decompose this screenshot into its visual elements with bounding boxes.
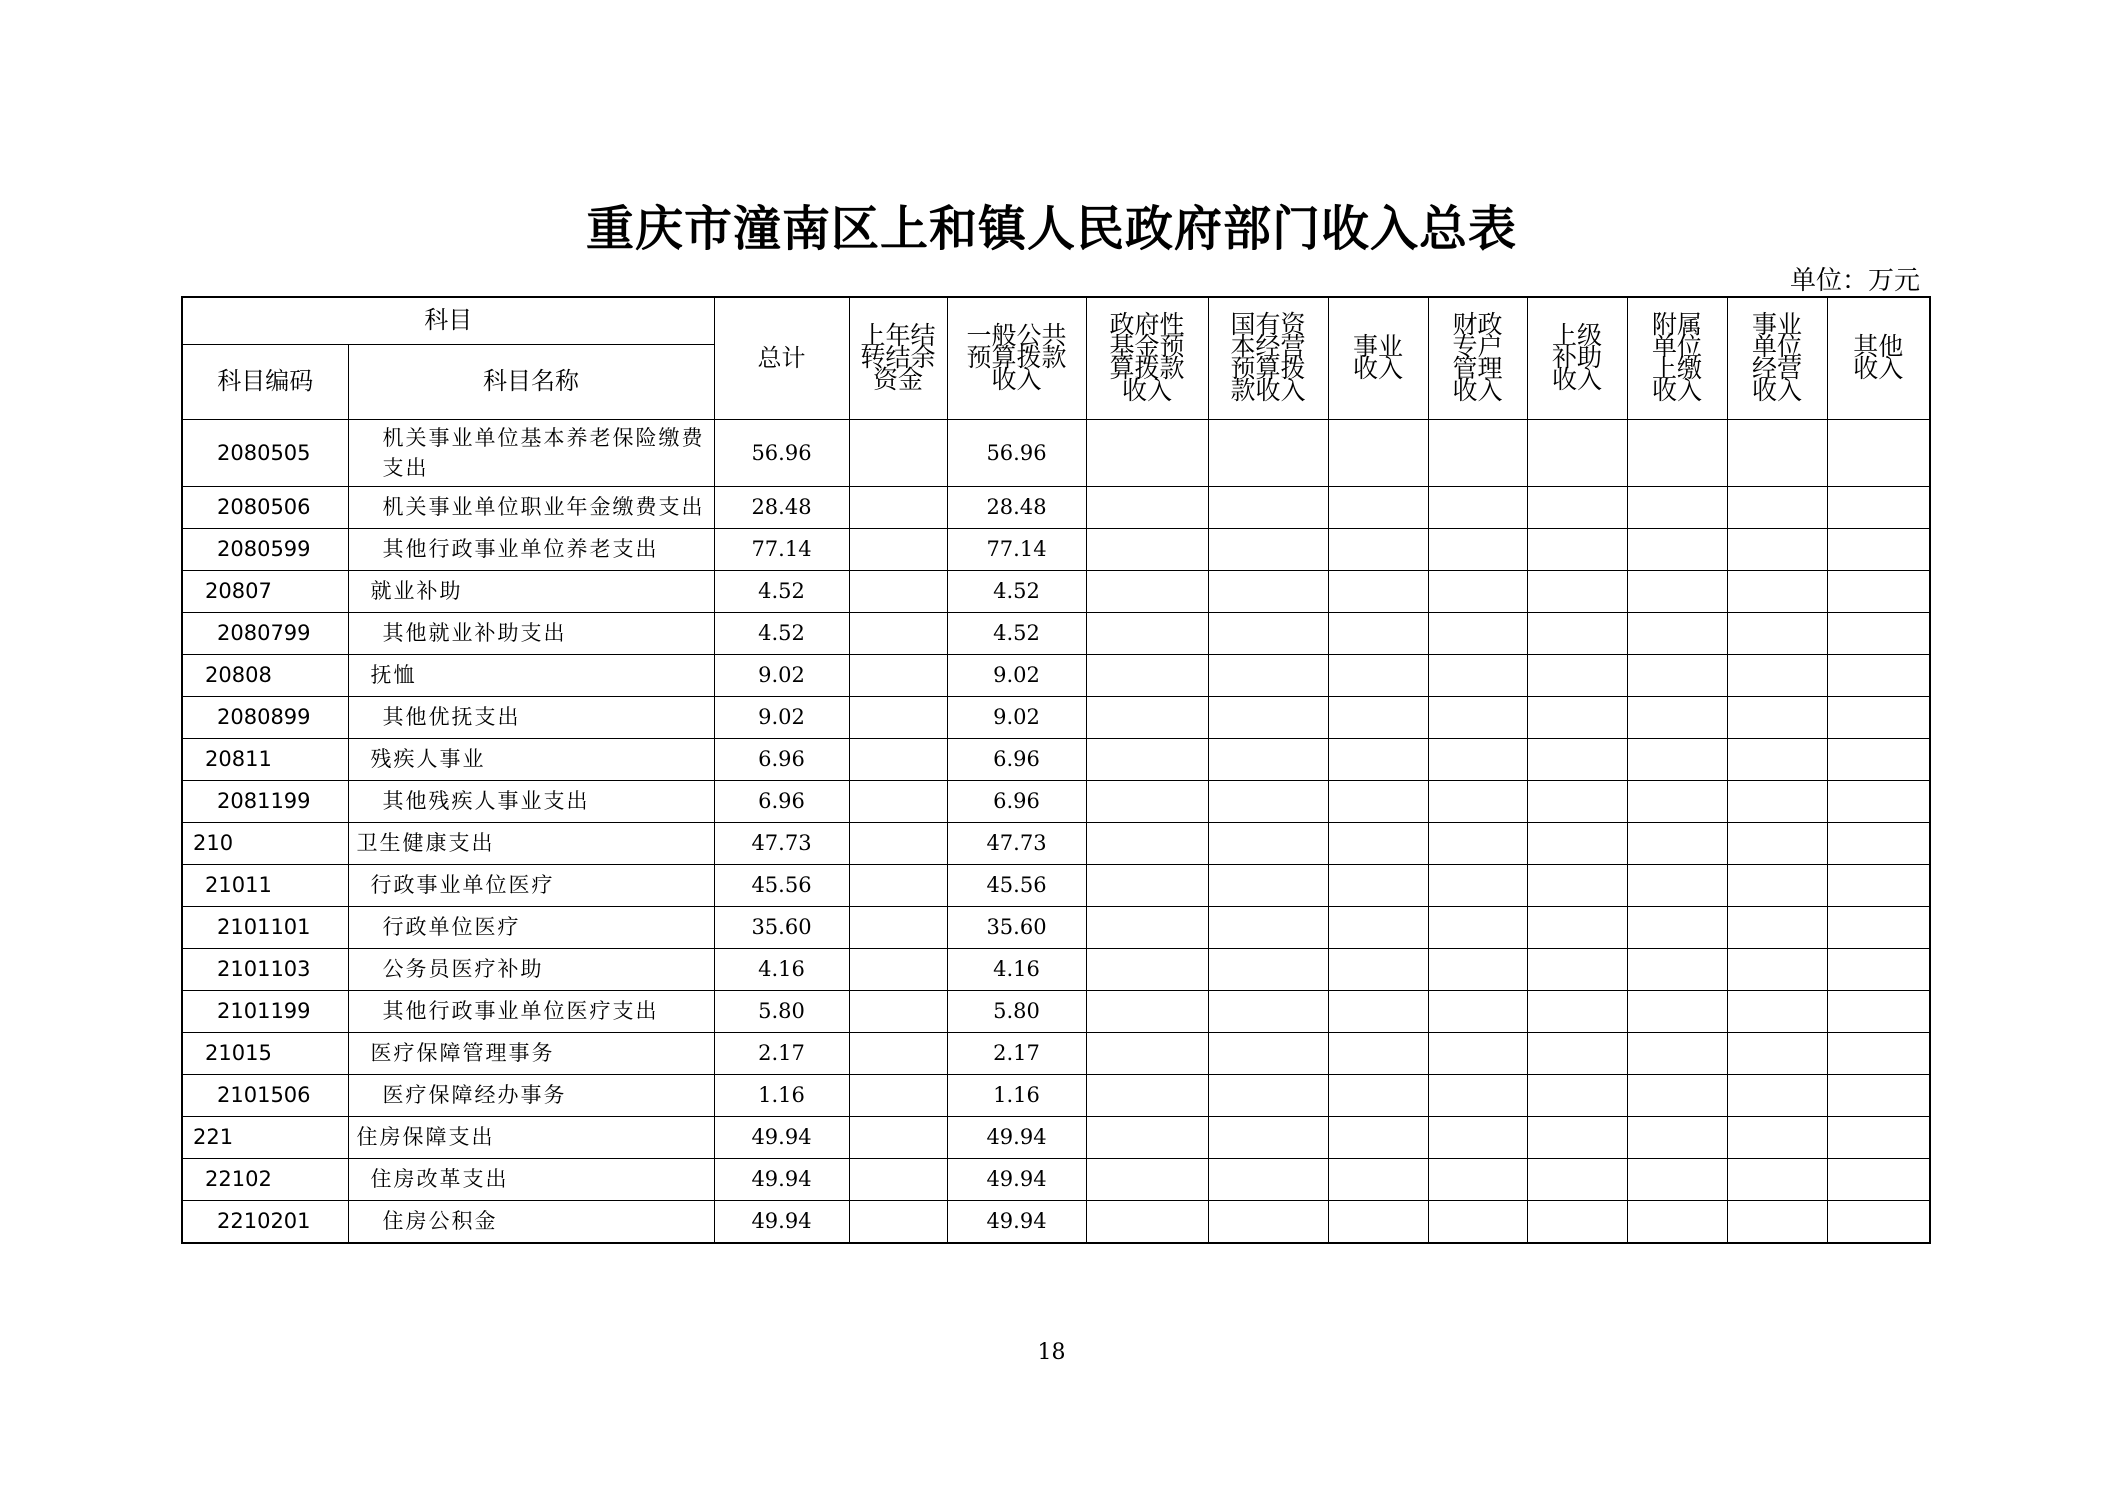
amount-cell-prev xyxy=(849,906,947,948)
amount-cell-business xyxy=(1328,612,1428,654)
header-affiliated-text: 附属单位上缴收入 xyxy=(1652,310,1703,406)
amount-cell-general: 9.02 xyxy=(947,696,1086,738)
amount-cell-gov-fund xyxy=(1086,780,1208,822)
amount-cell-affiliated xyxy=(1627,486,1727,528)
amount-cell-superior xyxy=(1527,612,1627,654)
subject-code-cell: 2081199 xyxy=(182,780,348,822)
amount-cell-state-cap xyxy=(1208,654,1328,696)
amount-cell-business xyxy=(1328,528,1428,570)
subject-name-cell: 就业补助 xyxy=(348,570,714,612)
amount-cell-state-cap xyxy=(1208,990,1328,1032)
amount-cell-gov-fund xyxy=(1086,1032,1208,1074)
header-business xyxy=(1328,297,1428,419)
amount-cell-superior xyxy=(1527,1116,1627,1158)
amount-cell-operating xyxy=(1727,864,1827,906)
amount-cell-other xyxy=(1827,738,1930,780)
table-row xyxy=(182,1200,1930,1243)
amount-cell-special xyxy=(1428,780,1527,822)
subject-code-cell: 2101199 xyxy=(182,990,348,1032)
subject-code-cell: 2101103 xyxy=(182,948,348,990)
amount-cell-state-cap xyxy=(1208,1074,1328,1116)
amount-cell-affiliated xyxy=(1627,570,1727,612)
amount-cell-state-cap xyxy=(1208,1158,1328,1200)
amount-cell-total: 6.96 xyxy=(714,780,849,822)
amount-cell-affiliated xyxy=(1627,1200,1727,1243)
subject-code-cell: 221 xyxy=(182,1116,348,1158)
subject-name-cell: 其他残疾人事业支出 xyxy=(348,780,714,822)
amount-cell-total: 45.56 xyxy=(714,864,849,906)
amount-cell-business xyxy=(1328,1116,1428,1158)
table-row xyxy=(182,864,1930,906)
subject-name-cell: 行政单位医疗 xyxy=(348,906,714,948)
subject-code-cell: 2080506 xyxy=(182,486,348,528)
amount-cell-other xyxy=(1827,1074,1930,1116)
amount-cell-special xyxy=(1428,1158,1527,1200)
amount-cell-general: 49.94 xyxy=(947,1116,1086,1158)
amount-cell-prev xyxy=(849,419,947,486)
amount-cell-gov-fund xyxy=(1086,990,1208,1032)
amount-cell-other xyxy=(1827,612,1930,654)
amount-cell-operating xyxy=(1727,1200,1827,1243)
table-row xyxy=(182,419,1930,486)
amount-cell-operating xyxy=(1727,696,1827,738)
amount-cell-business xyxy=(1328,738,1428,780)
subject-code-cell: 2080505 xyxy=(182,419,348,486)
header-business-text: 事业收入 xyxy=(1353,332,1404,384)
amount-cell-prev xyxy=(849,990,947,1032)
subject-code-cell: 2080899 xyxy=(182,696,348,738)
amount-cell-total: 9.02 xyxy=(714,654,849,696)
amount-cell-prev xyxy=(849,612,947,654)
header-superior-subsidy-text: 上级补助收入 xyxy=(1552,321,1603,395)
amount-cell-affiliated xyxy=(1627,528,1727,570)
amount-cell-affiliated xyxy=(1627,738,1727,780)
amount-cell-business xyxy=(1328,1200,1428,1243)
amount-cell-special xyxy=(1428,528,1527,570)
amount-cell-operating xyxy=(1727,419,1827,486)
amount-cell-total: 2.17 xyxy=(714,1032,849,1074)
amount-cell-state-cap xyxy=(1208,486,1328,528)
amount-cell-business xyxy=(1328,1032,1428,1074)
amount-cell-state-cap xyxy=(1208,696,1328,738)
subject-name-cell: 住房公积金 xyxy=(348,1200,714,1243)
amount-cell-other xyxy=(1827,1158,1930,1200)
amount-cell-total: 49.94 xyxy=(714,1116,849,1158)
amount-cell-special xyxy=(1428,864,1527,906)
amount-cell-business xyxy=(1328,1158,1428,1200)
amount-cell-other xyxy=(1827,654,1930,696)
amount-cell-business xyxy=(1328,822,1428,864)
amount-cell-business xyxy=(1328,696,1428,738)
amount-cell-business xyxy=(1328,486,1428,528)
header-subject-group: 科目 xyxy=(182,297,714,344)
subject-name-cell: 行政事业单位医疗 xyxy=(348,864,714,906)
amount-cell-superior xyxy=(1527,528,1627,570)
amount-cell-general: 49.94 xyxy=(947,1158,1086,1200)
amount-cell-special xyxy=(1428,906,1527,948)
amount-cell-business xyxy=(1328,906,1428,948)
amount-cell-other xyxy=(1827,990,1930,1032)
table-row xyxy=(182,654,1930,696)
amount-cell-other xyxy=(1827,1116,1930,1158)
table-row xyxy=(182,948,1930,990)
amount-cell-other xyxy=(1827,822,1930,864)
amount-cell-special xyxy=(1428,1074,1527,1116)
amount-cell-affiliated xyxy=(1627,1074,1727,1116)
amount-cell-state-cap xyxy=(1208,570,1328,612)
amount-cell-prev xyxy=(849,822,947,864)
amount-cell-prev xyxy=(849,1158,947,1200)
amount-cell-total: 9.02 xyxy=(714,696,849,738)
amount-cell-other xyxy=(1827,906,1930,948)
amount-cell-special xyxy=(1428,1200,1527,1243)
amount-cell-other xyxy=(1827,864,1930,906)
amount-cell-operating xyxy=(1727,1158,1827,1200)
amount-cell-total: 6.96 xyxy=(714,738,849,780)
amount-cell-total: 4.52 xyxy=(714,570,849,612)
amount-cell-gov-fund xyxy=(1086,1200,1208,1243)
amount-cell-state-cap xyxy=(1208,738,1328,780)
amount-cell-state-cap xyxy=(1208,612,1328,654)
table-row xyxy=(182,570,1930,612)
income-summary-table xyxy=(181,296,1931,1244)
amount-cell-general: 49.94 xyxy=(947,1200,1086,1243)
subject-name-cell: 医疗保障管理事务 xyxy=(348,1032,714,1074)
subject-name-cell: 其他行政事业单位养老支出 xyxy=(348,528,714,570)
amount-cell-special xyxy=(1428,696,1527,738)
amount-cell-affiliated xyxy=(1627,780,1727,822)
amount-cell-gov-fund xyxy=(1086,612,1208,654)
amount-cell-affiliated xyxy=(1627,654,1727,696)
amount-cell-prev xyxy=(849,780,947,822)
amount-cell-superior xyxy=(1527,906,1627,948)
amount-cell-business xyxy=(1328,570,1428,612)
amount-cell-special xyxy=(1428,570,1527,612)
subject-code-cell: 2101506 xyxy=(182,1074,348,1116)
amount-cell-superior xyxy=(1527,1074,1627,1116)
amount-cell-other xyxy=(1827,1200,1930,1243)
amount-cell-superior xyxy=(1527,1158,1627,1200)
subject-name-cell: 机关事业单位职业年金缴费支出 xyxy=(348,486,714,528)
amount-cell-special xyxy=(1428,822,1527,864)
subject-name-cell: 公务员医疗补助 xyxy=(348,948,714,990)
subject-name-cell: 医疗保障经办事务 xyxy=(348,1074,714,1116)
amount-cell-gov-fund xyxy=(1086,1116,1208,1158)
subject-code-cell: 21011 xyxy=(182,864,348,906)
header-state-capital xyxy=(1208,297,1328,419)
amount-cell-gov-fund xyxy=(1086,906,1208,948)
subject-name-cell: 残疾人事业 xyxy=(348,738,714,780)
subject-name-cell: 其他优抚支出 xyxy=(348,696,714,738)
table-row xyxy=(182,612,1930,654)
header-prev-year xyxy=(849,297,947,419)
table-row xyxy=(182,1158,1930,1200)
amount-cell-superior xyxy=(1527,990,1627,1032)
amount-cell-general: 4.16 xyxy=(947,948,1086,990)
amount-cell-general: 56.96 xyxy=(947,419,1086,486)
amount-cell-general: 6.96 xyxy=(947,738,1086,780)
amount-cell-prev xyxy=(849,1032,947,1074)
subject-name-cell: 机关事业单位基本养老保险缴费支出 xyxy=(348,419,714,486)
amount-cell-prev xyxy=(849,696,947,738)
amount-cell-superior xyxy=(1527,822,1627,864)
amount-cell-prev xyxy=(849,864,947,906)
amount-cell-state-cap xyxy=(1208,822,1328,864)
table-row xyxy=(182,696,1930,738)
amount-cell-operating xyxy=(1727,612,1827,654)
amount-cell-special xyxy=(1428,419,1527,486)
amount-cell-total: 77.14 xyxy=(714,528,849,570)
page-number: 18 xyxy=(1037,1340,1066,1365)
amount-cell-general: 45.56 xyxy=(947,864,1086,906)
table-row xyxy=(182,486,1930,528)
amount-cell-prev xyxy=(849,1074,947,1116)
amount-cell-state-cap xyxy=(1208,906,1328,948)
amount-cell-total: 35.60 xyxy=(714,906,849,948)
header-code: 科目编码 xyxy=(182,344,348,419)
amount-cell-state-cap xyxy=(1208,419,1328,486)
amount-cell-gov-fund xyxy=(1086,486,1208,528)
amount-cell-gov-fund xyxy=(1086,948,1208,990)
table-row xyxy=(182,528,1930,570)
amount-cell-state-cap xyxy=(1208,780,1328,822)
amount-cell-general: 1.16 xyxy=(947,1074,1086,1116)
amount-cell-total: 49.94 xyxy=(714,1158,849,1200)
amount-cell-gov-fund xyxy=(1086,696,1208,738)
amount-cell-business xyxy=(1328,419,1428,486)
amount-cell-business xyxy=(1328,864,1428,906)
header-name: 科目名称 xyxy=(348,344,714,419)
amount-cell-gov-fund xyxy=(1086,738,1208,780)
amount-cell-superior xyxy=(1527,570,1627,612)
subject-code-cell: 21015 xyxy=(182,1032,348,1074)
amount-cell-general: 28.48 xyxy=(947,486,1086,528)
header-general-budget-text: 一般公共预算拨款收入 xyxy=(966,321,1067,395)
amount-cell-operating xyxy=(1727,738,1827,780)
header-affiliated xyxy=(1627,297,1727,419)
table-row xyxy=(182,822,1930,864)
amount-cell-state-cap xyxy=(1208,1116,1328,1158)
header-special-account xyxy=(1428,297,1527,419)
amount-cell-superior xyxy=(1527,864,1627,906)
amount-cell-general: 2.17 xyxy=(947,1032,1086,1074)
header-operating xyxy=(1727,297,1827,419)
amount-cell-state-cap xyxy=(1208,1032,1328,1074)
amount-cell-gov-fund xyxy=(1086,822,1208,864)
amount-cell-superior xyxy=(1527,738,1627,780)
amount-cell-operating xyxy=(1727,990,1827,1032)
table-row xyxy=(182,780,1930,822)
amount-cell-superior xyxy=(1527,1032,1627,1074)
amount-cell-affiliated xyxy=(1627,419,1727,486)
amount-cell-prev xyxy=(849,1116,947,1158)
amount-cell-superior xyxy=(1527,486,1627,528)
amount-cell-affiliated xyxy=(1627,696,1727,738)
amount-cell-general: 4.52 xyxy=(947,612,1086,654)
amount-cell-state-cap xyxy=(1208,1200,1328,1243)
subject-code-cell: 2080599 xyxy=(182,528,348,570)
amount-cell-general: 77.14 xyxy=(947,528,1086,570)
table-row xyxy=(182,1032,1930,1074)
amount-cell-gov-fund xyxy=(1086,1074,1208,1116)
header-general-budget xyxy=(947,297,1086,419)
table-row xyxy=(182,990,1930,1032)
header-operating-text: 事业单位经营收入 xyxy=(1752,310,1803,406)
amount-cell-total: 5.80 xyxy=(714,990,849,1032)
amount-cell-gov-fund xyxy=(1086,1158,1208,1200)
amount-cell-gov-fund xyxy=(1086,570,1208,612)
subject-code-cell: 2210201 xyxy=(182,1200,348,1243)
header-total: 总计 xyxy=(714,297,849,419)
amount-cell-business xyxy=(1328,654,1428,696)
table-row xyxy=(182,906,1930,948)
amount-cell-special xyxy=(1428,948,1527,990)
amount-cell-affiliated xyxy=(1627,822,1727,864)
amount-cell-operating xyxy=(1727,822,1827,864)
amount-cell-other xyxy=(1827,528,1930,570)
header-special-account-text: 财政专户管理收入 xyxy=(1452,310,1503,406)
table-row xyxy=(182,1116,1930,1158)
amount-cell-operating xyxy=(1727,780,1827,822)
table-row xyxy=(182,738,1930,780)
amount-cell-total: 47.73 xyxy=(714,822,849,864)
amount-cell-general: 6.96 xyxy=(947,780,1086,822)
amount-cell-operating xyxy=(1727,528,1827,570)
header-gov-fund xyxy=(1086,297,1208,419)
subject-name-cell: 住房改革支出 xyxy=(348,1158,714,1200)
amount-cell-general: 35.60 xyxy=(947,906,1086,948)
header-other-text: 其他收入 xyxy=(1853,332,1904,384)
subject-code-cell: 20808 xyxy=(182,654,348,696)
header-other xyxy=(1827,297,1930,419)
amount-cell-affiliated xyxy=(1627,864,1727,906)
amount-cell-special xyxy=(1428,486,1527,528)
amount-cell-general: 4.52 xyxy=(947,570,1086,612)
amount-cell-gov-fund xyxy=(1086,864,1208,906)
amount-cell-operating xyxy=(1727,948,1827,990)
amount-cell-total: 4.16 xyxy=(714,948,849,990)
amount-cell-superior xyxy=(1527,696,1627,738)
amount-cell-operating xyxy=(1727,1074,1827,1116)
amount-cell-business xyxy=(1328,990,1428,1032)
amount-cell-total: 4.52 xyxy=(714,612,849,654)
amount-cell-special xyxy=(1428,612,1527,654)
amount-cell-affiliated xyxy=(1627,1116,1727,1158)
amount-cell-prev xyxy=(849,570,947,612)
amount-cell-general: 9.02 xyxy=(947,654,1086,696)
amount-cell-prev xyxy=(849,486,947,528)
subject-name-cell: 其他行政事业单位医疗支出 xyxy=(348,990,714,1032)
subject-code-cell: 2080799 xyxy=(182,612,348,654)
subject-name-cell: 住房保障支出 xyxy=(348,1116,714,1158)
amount-cell-total: 49.94 xyxy=(714,1200,849,1243)
amount-cell-general: 5.80 xyxy=(947,990,1086,1032)
subject-code-cell: 20811 xyxy=(182,738,348,780)
header-prev-year-text: 上年结转结余资金 xyxy=(860,321,936,395)
amount-cell-state-cap xyxy=(1208,948,1328,990)
amount-cell-general: 47.73 xyxy=(947,822,1086,864)
amount-cell-special xyxy=(1428,1116,1527,1158)
amount-cell-superior xyxy=(1527,1200,1627,1243)
amount-cell-superior xyxy=(1527,948,1627,990)
amount-cell-state-cap xyxy=(1208,864,1328,906)
amount-cell-gov-fund xyxy=(1086,654,1208,696)
amount-cell-other xyxy=(1827,1032,1930,1074)
amount-cell-affiliated xyxy=(1627,612,1727,654)
amount-cell-special xyxy=(1428,1032,1527,1074)
amount-cell-gov-fund xyxy=(1086,419,1208,486)
amount-cell-superior xyxy=(1527,780,1627,822)
amount-cell-business xyxy=(1328,1074,1428,1116)
subject-code-cell: 22102 xyxy=(182,1158,348,1200)
amount-cell-prev xyxy=(849,528,947,570)
amount-cell-total: 56.96 xyxy=(714,419,849,486)
amount-cell-other xyxy=(1827,696,1930,738)
amount-cell-total: 1.16 xyxy=(714,1074,849,1116)
amount-cell-gov-fund xyxy=(1086,528,1208,570)
amount-cell-superior xyxy=(1527,419,1627,486)
amount-cell-prev xyxy=(849,1200,947,1243)
amount-cell-affiliated xyxy=(1627,948,1727,990)
subject-name-cell: 卫生健康支出 xyxy=(348,822,714,864)
amount-cell-business xyxy=(1328,948,1428,990)
amount-cell-operating xyxy=(1727,1116,1827,1158)
amount-cell-affiliated xyxy=(1627,1158,1727,1200)
page-title: 重庆市潼南区上和镇人民政府部门收入总表 xyxy=(585,201,1517,257)
subject-name-cell: 抚恤 xyxy=(348,654,714,696)
amount-cell-other xyxy=(1827,419,1930,486)
amount-cell-special xyxy=(1428,738,1527,780)
amount-cell-special xyxy=(1428,990,1527,1032)
amount-cell-operating xyxy=(1727,486,1827,528)
amount-cell-other xyxy=(1827,486,1930,528)
subject-code-cell: 210 xyxy=(182,822,348,864)
amount-cell-affiliated xyxy=(1627,906,1727,948)
amount-cell-operating xyxy=(1727,570,1827,612)
header-state-capital-text: 国有资本经营预算拨款收入 xyxy=(1230,310,1306,406)
header-gov-fund-text: 政府性基金预算拨款收入 xyxy=(1109,310,1185,406)
unit-label: 单位：万元 xyxy=(1789,266,1920,296)
amount-cell-operating xyxy=(1727,654,1827,696)
amount-cell-total: 28.48 xyxy=(714,486,849,528)
subject-code-cell: 2101101 xyxy=(182,906,348,948)
amount-cell-superior xyxy=(1527,654,1627,696)
subject-name-cell: 其他就业补助支出 xyxy=(348,612,714,654)
amount-cell-operating xyxy=(1727,906,1827,948)
amount-cell-affiliated xyxy=(1627,1032,1727,1074)
table-row xyxy=(182,1074,1930,1116)
amount-cell-prev xyxy=(849,654,947,696)
subject-code-cell: 20807 xyxy=(182,570,348,612)
amount-cell-state-cap xyxy=(1208,528,1328,570)
amount-cell-prev xyxy=(849,948,947,990)
amount-cell-prev xyxy=(849,738,947,780)
amount-cell-operating xyxy=(1727,1032,1827,1074)
amount-cell-special xyxy=(1428,654,1527,696)
header-superior-subsidy xyxy=(1527,297,1627,419)
amount-cell-other xyxy=(1827,780,1930,822)
amount-cell-other xyxy=(1827,948,1930,990)
amount-cell-other xyxy=(1827,570,1930,612)
amount-cell-business xyxy=(1328,780,1428,822)
amount-cell-affiliated xyxy=(1627,990,1727,1032)
